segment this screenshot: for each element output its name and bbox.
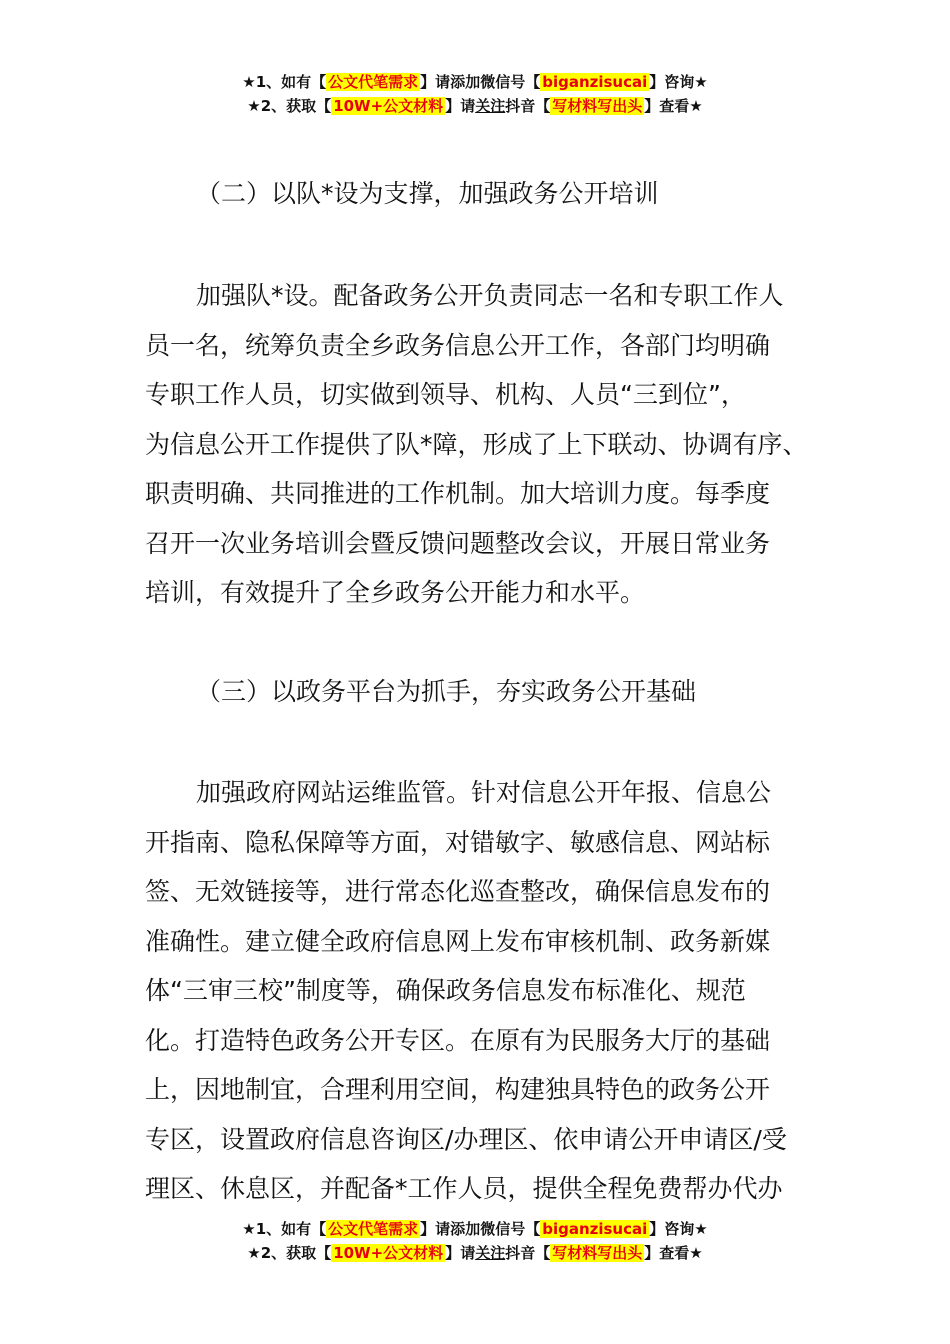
- paragraph-line: 上，因地制宜，合理利用空间，构建独具特色的政务公开: [145, 1075, 771, 1104]
- banner-text: 】查看★: [644, 1244, 703, 1262]
- banner-highlight: 10W+公文材料: [333, 1244, 444, 1262]
- banner-text: 】咨询★: [649, 73, 708, 91]
- banner-emphasis: 加: [465, 1220, 481, 1238]
- banner-text: ★2、获取【: [247, 1244, 332, 1262]
- banner-highlight: 公文代笔需求: [328, 73, 419, 91]
- paragraph-line: 召开一次业务培训会暨反馈问题整改会议，开展日常业务: [145, 528, 771, 558]
- paragraph-line: 加强队*设。配备政务公开负责同志一名和专职工作人: [196, 281, 784, 310]
- banner-text: ★1、如有【: [242, 73, 327, 91]
- paragraph-line: 专职工作人员，切实做到领导、机构、人员“三到位”，: [145, 380, 746, 409]
- banner-highlight: 写材料写出头: [552, 1244, 643, 1262]
- banner-emphasis: 关注: [475, 1244, 506, 1262]
- banner-text: 微信号【: [480, 73, 541, 91]
- paragraph-line: 专区，设置政府信息咨询区/办理区、依申请公开申请区/受: [145, 1124, 787, 1154]
- bottom-banner: [0, 1217, 950, 1265]
- banner-text: 】请添: [420, 1220, 466, 1238]
- paragraph-line: 员一名，统筹负责全乡政务信息公开工作，各部门均明确: [145, 330, 771, 360]
- banner-text: 】咨询★: [649, 1220, 708, 1238]
- banner-line-2: [0, 94, 950, 118]
- banner-text: 】请添: [420, 73, 466, 91]
- top-banner: [0, 70, 950, 118]
- paragraph-line: 理区、休息区，并配备*工作人员，提供全程免费帮办代办: [145, 1174, 783, 1203]
- banner-text: 抖音【: [505, 1244, 551, 1262]
- section-heading-2: （二）以队*设为支撑，加强政务公开培训: [196, 179, 659, 208]
- banner-text: 】请: [445, 97, 476, 115]
- banner-text: 抖音【: [505, 97, 551, 115]
- banner-emphasis: 加: [465, 73, 481, 91]
- banner-text: 微信号【: [480, 1220, 541, 1238]
- paragraph-line: 化。打造特色政务公开专区。在原有为民服务大厅的基础: [145, 1025, 771, 1055]
- paragraph-line: 体“三审三校”制度等，确保政务信息发布标准化、规范: [145, 976, 746, 1005]
- banner-highlight: 写材料写出头: [552, 97, 643, 115]
- banner-emphasis: 关注: [475, 97, 506, 115]
- banner-highlight: biganzisucai: [542, 73, 648, 91]
- paragraph-line: 培训，有效提升了全乡政务公开能力和水平。: [145, 578, 646, 607]
- banner-line-2: [0, 1241, 950, 1265]
- banner-text: ★2、获取【: [247, 97, 332, 115]
- banner-highlight: 公文代笔需求: [328, 1220, 419, 1238]
- paragraph-line: 职责明确、共同推进的工作机制。加大培训力度。每季度: [145, 479, 771, 508]
- banner-text: 】请: [445, 1244, 476, 1262]
- paragraph-line: 为信息公开工作提供了队*障，形成了上下联动、协调有序、: [145, 429, 808, 459]
- paragraph-line: 签、无效链接等，进行常态化巡查整改，确保信息发布的: [145, 877, 771, 906]
- banner-highlight: biganzisucai: [542, 1220, 648, 1238]
- section-paragraph-3: [145, 768, 813, 1214]
- section-heading-3: （三）以政务平台为抓手，夯实政务公开基础: [196, 677, 697, 706]
- paragraph-line: 开指南、隐私保障等方面，对错敏字、敏感信息、网站标: [145, 827, 771, 857]
- banner-highlight: 10W+公文材料: [333, 97, 444, 115]
- paragraph-line: 准确性。建立健全政府信息网上发布审核机制、政务新媒: [145, 926, 771, 956]
- paragraph-line: 加强政府网站运维监管。针对信息公开年报、信息公: [196, 778, 772, 807]
- banner-line-1: [0, 70, 950, 94]
- section-paragraph-2: [145, 271, 813, 618]
- banner-line-1: [0, 1217, 950, 1241]
- banner-text: ★1、如有【: [242, 1220, 327, 1238]
- banner-text: 】查看★: [644, 97, 703, 115]
